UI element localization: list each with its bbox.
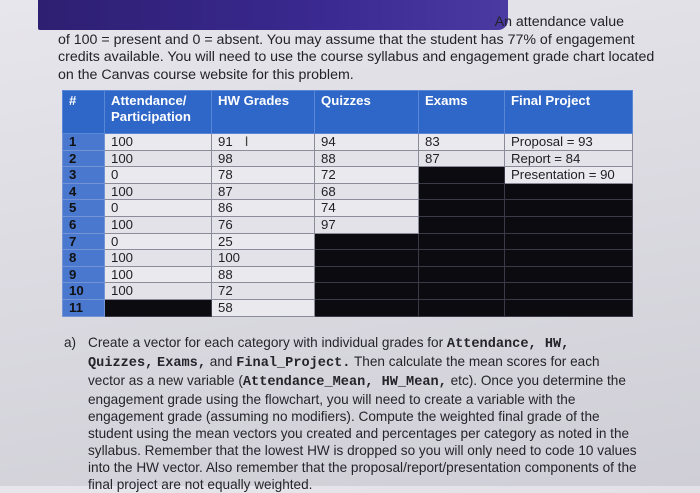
cell-final-project: [505, 200, 633, 217]
table-row: [63, 266, 633, 283]
question-text: [88, 334, 640, 493]
cell-hw: 25: [212, 233, 315, 250]
cell-attendance: 100: [105, 183, 212, 200]
question-label: a): [64, 335, 77, 350]
cell-exam: [419, 266, 505, 283]
cell-exam: [419, 250, 505, 267]
cell-idx: 10: [63, 283, 105, 300]
cell-exam: [419, 183, 505, 200]
cell-attendance: [105, 299, 212, 316]
cell-quiz: 94: [315, 134, 419, 151]
cell-attendance: 100: [105, 266, 212, 283]
q-text-1: Create a vector for each category with individual grades for: [88, 335, 447, 350]
table-body: [63, 134, 633, 317]
cell-attendance: 100: [105, 216, 212, 233]
table-row: [63, 134, 633, 151]
cell-idx: 7: [63, 233, 105, 250]
intro-line-2: of 100 = present and 0 = absent. You may assume that the student has 77% of engagement: [58, 31, 635, 48]
table-row: [63, 250, 633, 267]
cell-idx: 1: [63, 134, 105, 151]
cell-final-project: [505, 250, 633, 267]
cell-attendance: 100: [105, 283, 212, 300]
cell-attendance: 0: [105, 233, 212, 250]
cell-hw: 100: [212, 250, 315, 267]
header-hw: HW Grades: [212, 91, 315, 134]
cell-idx: 6: [63, 216, 105, 233]
header-idx: #: [63, 91, 105, 134]
cell-idx: 11: [63, 299, 105, 316]
cell-hw: 87: [212, 183, 315, 200]
q-code-1: Attendance, HW, Quizzes,: [88, 337, 570, 371]
hw-value: 91: [218, 134, 233, 149]
q-code-3: Final_Project.: [236, 356, 351, 371]
cell-hw: 76: [212, 216, 315, 233]
table-row: [63, 183, 633, 200]
cell-attendance: 100: [105, 134, 212, 151]
table-header-row: [63, 91, 633, 134]
cell-quiz: [315, 250, 419, 267]
cell-final-project: [505, 183, 633, 200]
cell-idx: 5: [63, 200, 105, 217]
cell-exam: [419, 200, 505, 217]
q-code-4: Attendance_Mean, HW_Mean,: [242, 375, 447, 390]
cell-hw: [212, 134, 315, 151]
text-cursor-icon: I: [244, 133, 249, 149]
header-attendance: Attendance/ Participation: [105, 91, 212, 134]
cell-attendance: 100: [105, 150, 212, 167]
cell-quiz: 68: [315, 183, 419, 200]
cell-exam: [419, 283, 505, 300]
cell-exam: [419, 216, 505, 233]
header-exams: Exams: [419, 91, 505, 134]
cell-final-project: [505, 283, 633, 300]
cell-idx: 2: [63, 150, 105, 167]
cell-idx: 4: [63, 183, 105, 200]
cell-quiz: [315, 233, 419, 250]
cell-hw: 78: [212, 167, 315, 184]
question-a: [64, 334, 640, 493]
cell-quiz: [315, 283, 419, 300]
cell-hw: 98: [212, 150, 315, 167]
cell-final-project: [505, 299, 633, 316]
table-row: [63, 150, 633, 167]
cell-quiz: [315, 266, 419, 283]
cell-quiz: 97: [315, 216, 419, 233]
cell-final-project: [505, 233, 633, 250]
table-row: [63, 200, 633, 217]
cell-exam: 87: [419, 150, 505, 167]
cell-quiz: 72: [315, 167, 419, 184]
table-row: [63, 299, 633, 316]
table-row: [63, 283, 633, 300]
table-row: [63, 216, 633, 233]
cell-exam: [419, 233, 505, 250]
q-text-3: Then calculate the mean scores for each vector as a new variable (: [88, 354, 600, 388]
cell-attendance: 100: [105, 250, 212, 267]
cell-idx: 9: [63, 266, 105, 283]
cell-attendance: 0: [105, 200, 212, 217]
intro-line-3: credits available. You will need to use the course syllabus and engagement grade chart located: [58, 49, 655, 65]
cell-final-project: Proposal = 93: [505, 134, 633, 151]
cell-idx: 8: [63, 250, 105, 267]
cell-quiz: 88: [315, 150, 419, 167]
cell-final-project: [505, 216, 633, 233]
intro-line-1: An attendance value: [494, 14, 624, 30]
q-code-2: Exams,: [157, 356, 206, 371]
table-row: [63, 167, 633, 184]
grades-table: [62, 90, 633, 317]
table-row: [63, 233, 633, 250]
q-text-4: etc). Once you determine the engagement grade using the flowchart, you will need to create a variable with the engagement grade (assuming no modifiers). Compute the weighted final grade of the student using the mean vectors you created and percentages per category as noted in the syllabus. Remember that the lowest HW is dropped so you will only need to code 10 values into the HW vector. Also remember that the proposal/report/presentation components of the final project are not equally weighted.: [88, 373, 637, 492]
cell-exam: [419, 167, 505, 184]
cell-hw: 58: [212, 299, 315, 316]
header-final-project: Final Project: [505, 91, 633, 134]
q-text-2: and: [206, 354, 237, 369]
intro-line-4: on the Canvas course website for this problem.: [58, 66, 354, 83]
cell-attendance: 0: [105, 167, 212, 184]
cell-hw: 72: [212, 283, 315, 300]
cell-hw: 88: [212, 266, 315, 283]
cell-quiz: 74: [315, 200, 419, 217]
cell-final-project: Report = 84: [505, 150, 633, 167]
intro-paragraph: [58, 14, 655, 84]
cell-hw: 86: [212, 200, 315, 217]
header-quizzes: Quizzes: [315, 91, 419, 134]
cell-final-project: [505, 266, 633, 283]
cell-quiz: [315, 299, 419, 316]
cell-exam: 83: [419, 134, 505, 151]
cell-idx: 3: [63, 167, 105, 184]
cell-exam: [419, 299, 505, 316]
cell-final-project: Presentation = 90: [505, 167, 633, 184]
